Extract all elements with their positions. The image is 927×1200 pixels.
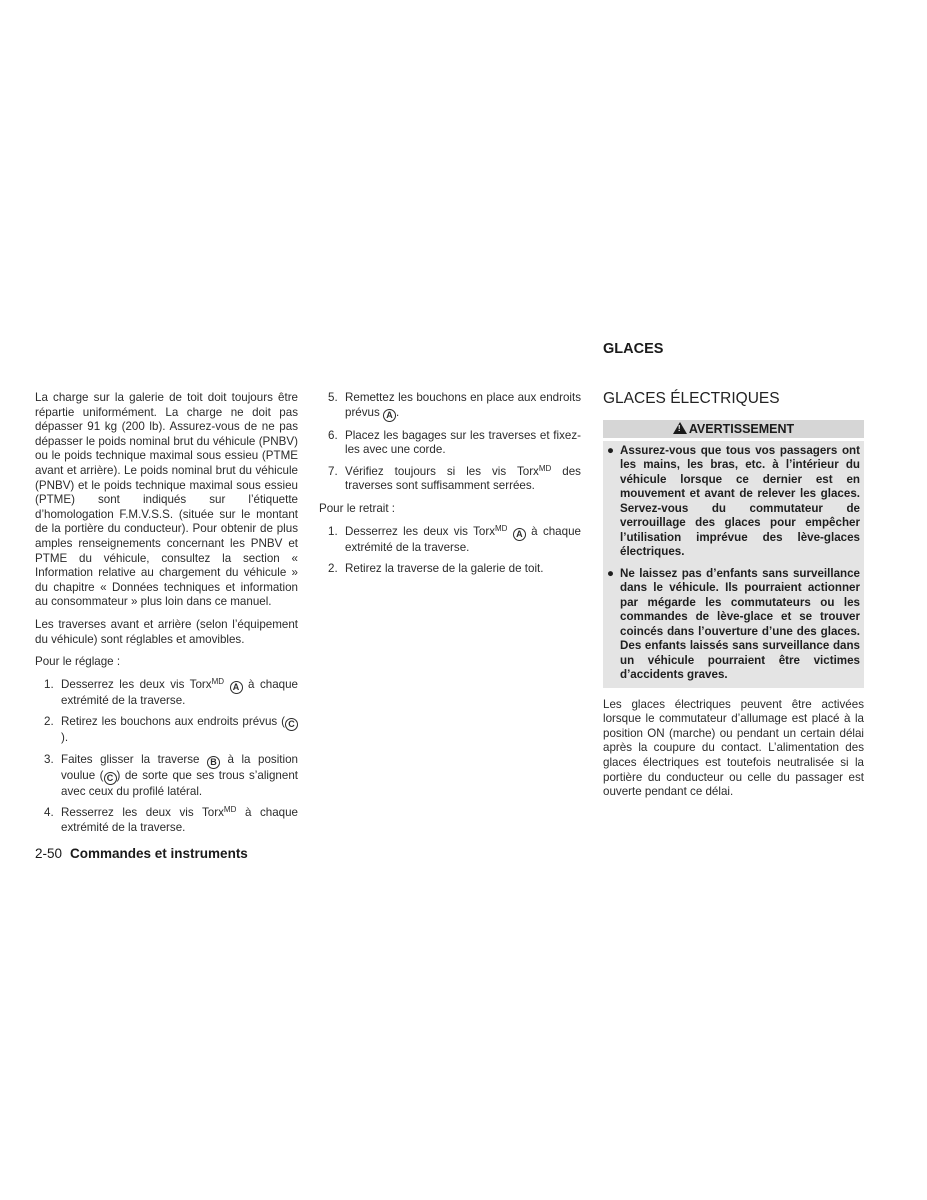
- list-item: [319, 562, 581, 577]
- bullet-icon: ●: [607, 566, 615, 580]
- list-item: [603, 567, 860, 683]
- step-text: Retirez les bouchons aux endroits prévus (: [61, 715, 285, 729]
- callout-c-icon: C: [285, 718, 298, 731]
- warning-title: AVERTISSEMENT: [688, 421, 795, 436]
- step-text: .: [396, 405, 400, 419]
- step-text: à chaque extrémité de la traverse.: [61, 677, 298, 707]
- callout-b-icon: B: [207, 756, 220, 769]
- adjust-steps-continued: [319, 391, 581, 494]
- step-text: Placez les bagages sur les traverses et fixez-les avec une corde.: [345, 428, 581, 457]
- step-text: Vérifiez toujours si les vis Torx: [345, 464, 539, 478]
- warning-text: Ne laissez pas d’enfants sans surveillance dans le véhicule. Ils pourraient actionner par mégarde les commutateurs ou les commandes de lève-glace et se trouver coincés dans l’ouverture d’une des glaces. Des enfants laissés sans surveillance dans un véhicule pourraient être victimes d’accidents graves.: [620, 566, 860, 682]
- warning-icon-glyph: !: [677, 423, 681, 433]
- step-number: 7.: [328, 464, 338, 478]
- page-number: 2-50: [35, 846, 63, 861]
- callout-a-icon: A: [383, 409, 396, 422]
- warning-box: [603, 441, 864, 688]
- power-windows-paragraph: Les glaces électriques peuvent être activées lorsque le commutateur d’allumage est placé à la position ON (marche) ou pendant un certain délai après la coupure du contact. L’alimentation des glaces électriques est toutefois neutralisée si la portière du conducteur ou celle du passager est ouverte pendant ce délai.: [603, 697, 864, 799]
- step-number: 1.: [44, 677, 54, 691]
- list-item: [35, 753, 298, 800]
- warning-triangle-icon: [673, 422, 687, 434]
- list-item: [319, 391, 581, 422]
- step-text: ) de sorte que ses trous s’alignent avec ceux du profilé latéral.: [61, 768, 298, 798]
- chapter-title: Commandes et instruments: [70, 846, 248, 861]
- callout-c-icon: C: [104, 772, 117, 785]
- superscript: MD: [538, 463, 552, 473]
- list-item: [35, 715, 298, 746]
- step-text: Faites glisser la traverse: [61, 752, 208, 766]
- superscript: MD: [223, 805, 237, 815]
- crossbars-paragraph: Les traverses avant et arrière (selon l’équipement du véhicule) sont réglables et amovibles.: [35, 617, 298, 646]
- column-middle: [319, 391, 581, 585]
- subsection-title: GLACES ÉLECTRIQUES: [603, 390, 780, 407]
- step-text: Retirez la traverse de la galerie de toit.: [345, 562, 544, 576]
- removal-steps: [319, 525, 581, 577]
- step-number: 2.: [328, 562, 338, 576]
- superscript: MD: [495, 523, 508, 533]
- step-number: 5.: [328, 391, 338, 404]
- step-number: 1.: [328, 524, 338, 538]
- page-footer: [35, 846, 248, 861]
- callout-a-icon: A: [513, 528, 526, 541]
- step-number: 2.: [44, 715, 54, 729]
- step-text: Remettez les bouchons en place aux endroits prévus: [345, 391, 581, 419]
- superscript: MD: [211, 676, 225, 686]
- list-item: [35, 678, 298, 709]
- step-text: ).: [61, 731, 69, 745]
- step-number: 4.: [44, 806, 54, 820]
- adjust-steps: [35, 678, 298, 836]
- callout-a-icon: A: [230, 681, 243, 694]
- step-text: Desserrez les deux vis Torx: [345, 524, 496, 538]
- roof-load-paragraph: La charge sur la galerie de toit doit toujours être répartie uniformément. La charge ne doit pas dépasser 91 kg (200 lb). Assurez-vous de ne pas dépasser le poids nominal brut du véhicule (PNBV) ou le poids technique maximal sous essieu (PTME avant et arrière). Le poids nominal brut du véhicule (PNBV) et le poids technique maximal sous essieu (PTME) sont indiqués sur l’étiquette d’homologation F.M.V.S.S. (située sur le montant de la portière du conducteur). Pour obtenir de plus amples renseignements concernant les PNBV et PTME du véhicule, consultez la section « Information relative au chargement du véhicule » du chapitre « Données techniques et information au consommateur » plus loin dans ce manuel.: [35, 391, 298, 609]
- list-item: [319, 465, 581, 494]
- step-text: des traverses sont suffisamment serrées.: [345, 464, 581, 493]
- column-right: [603, 391, 864, 808]
- column-left: [35, 391, 298, 844]
- adjust-heading: Pour le réglage :: [35, 655, 121, 669]
- step-text: Resserrez les deux vis Torx: [61, 806, 224, 820]
- step-number: 6.: [328, 428, 338, 442]
- list-item: [319, 525, 581, 556]
- list-item: [319, 429, 581, 458]
- list-item: [35, 806, 298, 835]
- list-item: [603, 444, 860, 560]
- section-title: GLACES: [603, 341, 664, 357]
- step-text: Desserrez les deux vis Torx: [61, 677, 212, 691]
- warning-text: Assurez-vous que tous vos passagers ont les mains, les bras, etc. à l’intérieur du véhicule lorsque ce dernier est en mouvement et avant de relever les glaces. Servez-vous du commutateur de verrouillage des glaces pour empêcher l’utilisation imprévue des lève-glaces électriques.: [620, 443, 860, 559]
- step-number: 3.: [44, 752, 54, 766]
- removal-heading: Pour le retrait :: [319, 501, 396, 515]
- bullet-icon: ●: [607, 443, 615, 457]
- step-text: à chaque extrémité de la traverse.: [345, 524, 581, 554]
- step-text: à la position voulue (: [61, 752, 298, 782]
- step-text: à chaque extrémité de la traverse.: [61, 806, 298, 835]
- warning-header: [603, 420, 864, 438]
- warning-list: [603, 444, 860, 683]
